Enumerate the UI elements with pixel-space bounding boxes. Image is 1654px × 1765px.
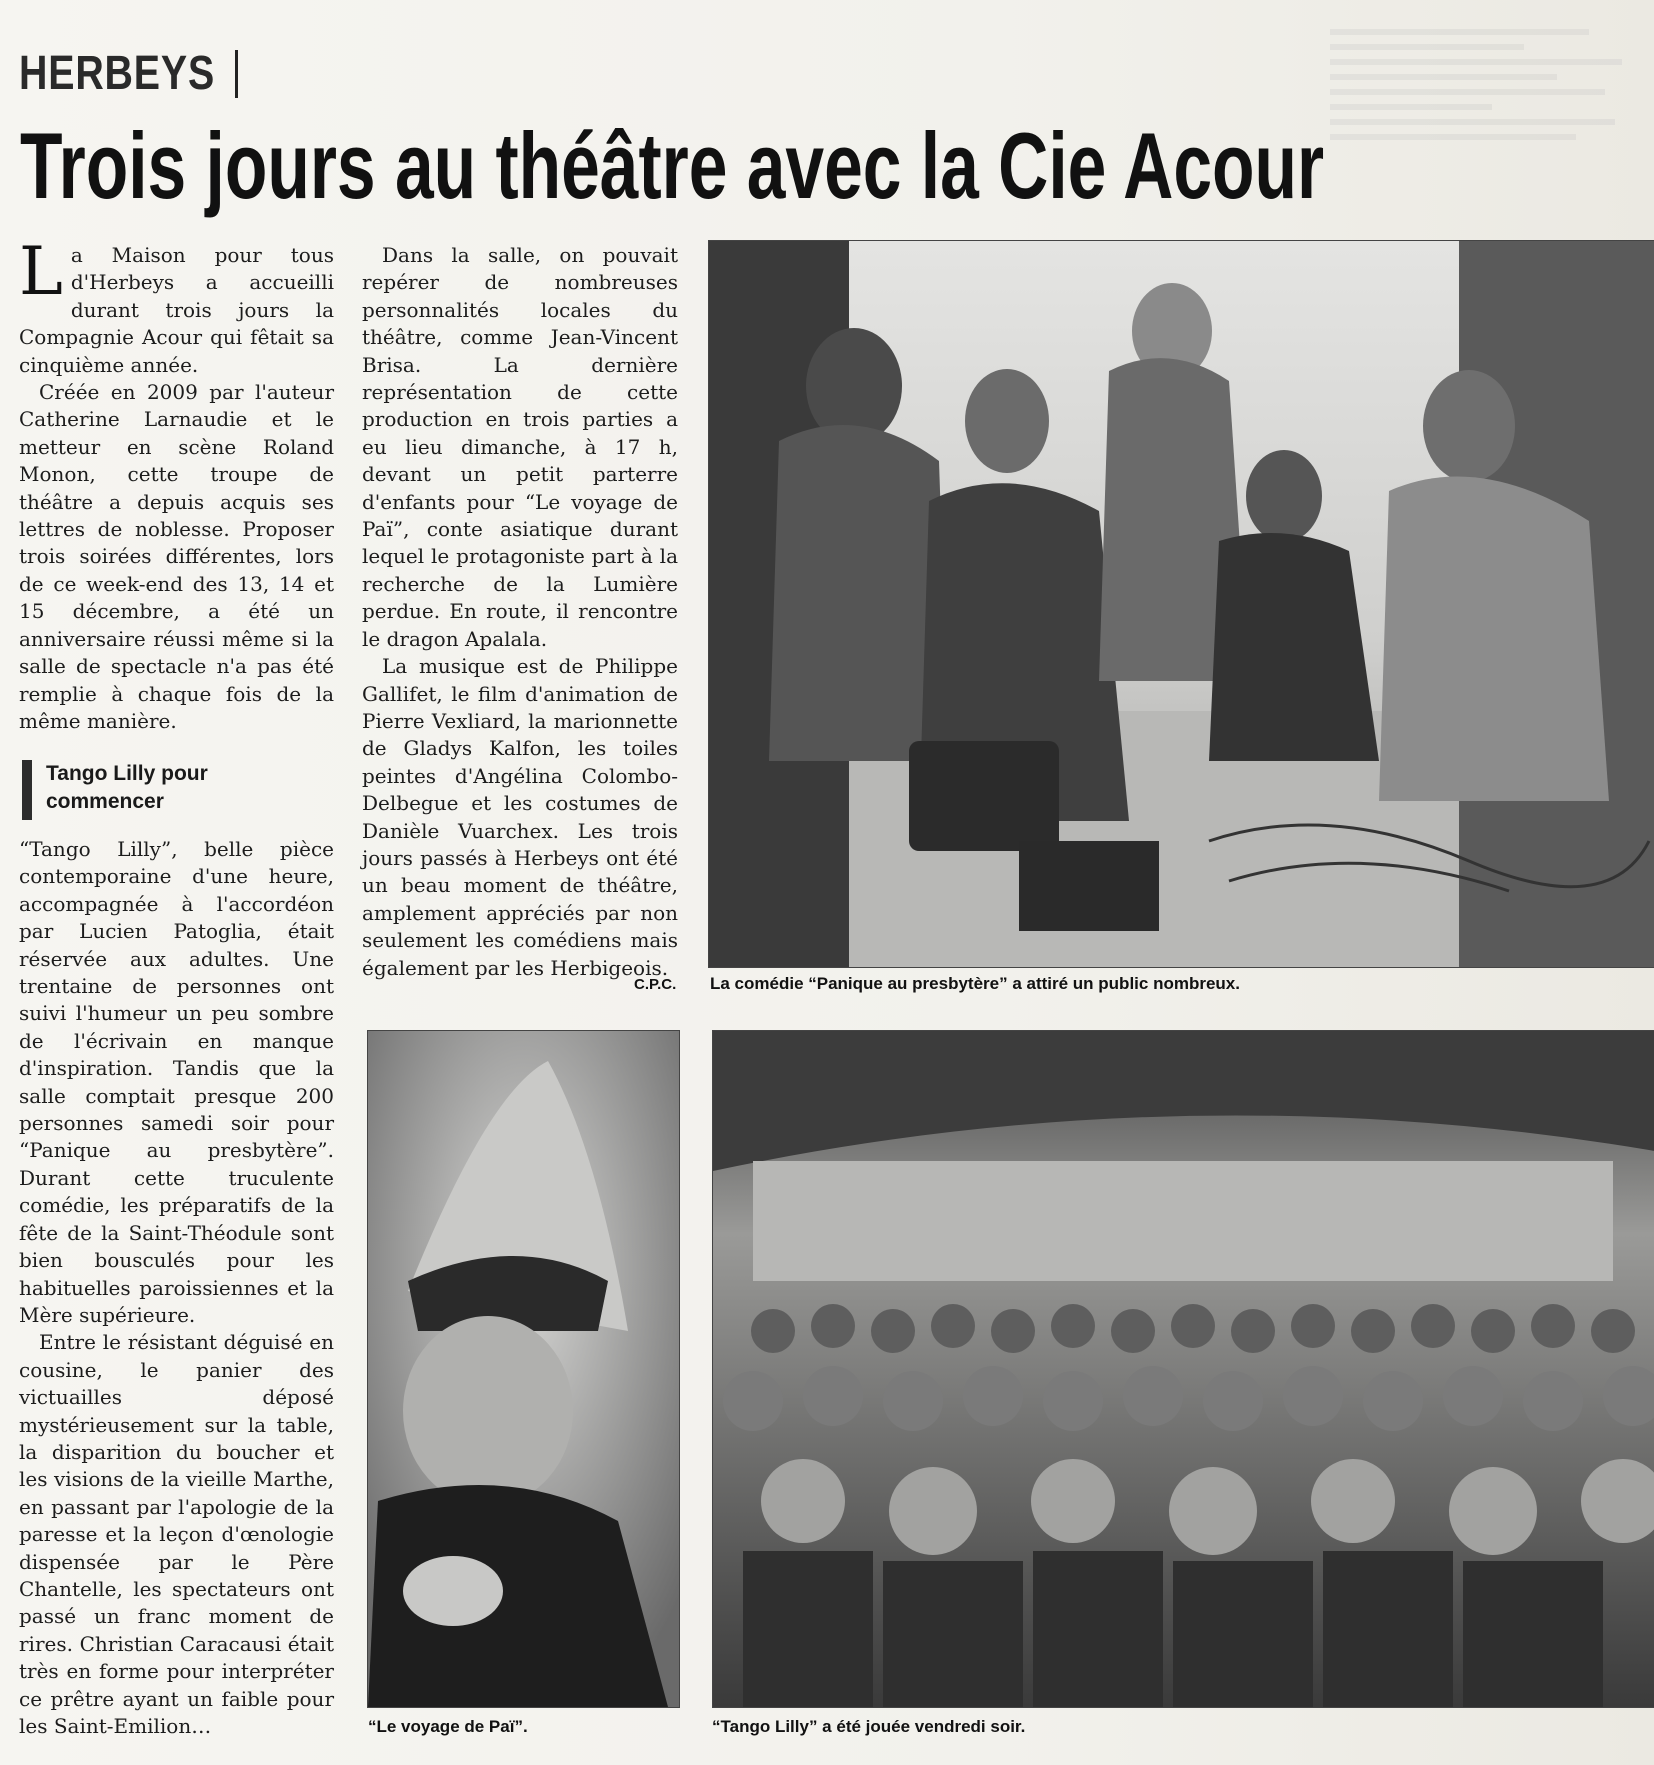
puppet-photo-image [368,1031,679,1707]
photo-stage-rehearsal [708,240,1654,968]
column-2 [362,242,678,982]
body-paragraph: Entre le résistant déguisé en cousine, le panier des victuailles déposé mystérieusement sur la table, la disparition du boucher et les visions de la vieille Marthe, en passant par l'apologie de la paresse et la leçon d'œnologie dispensée par le Père Chantelle, les spectateurs ont passé un franc moment de rires. Christian Caracausi était très en forme pour interpréter ce prêtre ayant un faible pour les Saint-Emilion… [19,1330,334,1738]
column-1-top [19,233,334,735]
body-paragraph: Dans la salle, on pouvait repérer de nombreuses personnalités locales du théâtre, comme Jean-Vincent Brisa. La dernière représentation de cette production en trois parties a eu lieu dimanche, à 17 h, devant un petit parterre d'enfants pour “Le voyage de Paï”, conte asiatique durant lequel le protagoniste part à la recherche de la Lumière perdue. En route, il rencontre le dragon Apalala. [362,243,678,651]
column-1-bottom [19,836,334,1740]
body-paragraph: La musique est de Philippe Gallifet, le film d'animation de Pierre Vexliard, la marionnette de Gladys Kalfon, les toiles peintes d'Angélina Colombo-Delbegue et les costumes de Danièle Vuarchex. Les trois jours passés à Herbeys ont été un beau moment de théâtre, amplement appréciés par non seulement les comédiens mais également par les Herbigeois. [362,654,678,980]
body-paragraph: Créée en 2009 par l'auteur Catherine Larnaudie et le metteur en scène Roland Monon, cette troupe de théâtre a depuis acquis ses lettres de noblesse. Proposer trois soirées différentes, lors de ce week-end des 13, 14 et 15 décembre, a été un anniversaire réussi même si la salle de spectacle n'a pas été remplie à chaque fois de la même manière. [19,380,334,733]
kicker-divider [235,50,238,98]
stage-photo-image [709,241,1654,967]
photo-caption-stage: La comédie “Panique au presbytère” a attiré un public nombreux. [710,974,1240,993]
photo-credit: C.P.C. [634,976,677,993]
photo-puppet [367,1030,680,1708]
section-subhead: Tango Lilly pour commencer [22,760,322,820]
intro-paragraph: La Maison pour tous d'Herbeys a accueilli durant trois jours la Compagnie Acour qui fêtait sa cinquième année. [19,233,334,377]
photo-audience [712,1030,1654,1708]
photo-caption-puppet: “Le voyage de Paï”. [368,1717,528,1736]
article-headline: Trois jours au théâtre avec la Cie Acour [20,113,1325,218]
drop-cap: L [19,233,63,310]
audience-photo-image [713,1031,1654,1707]
body-paragraph: “Tango Lilly”, belle pièce contemporaine d'une heure, accompagnée à l'accordéon par Lucien Patoglia, était réservée aux adultes. Une trentaine de personnes ont suivi l'humeur un peu sombre de l'écrivain en manque d'inspiration. Tandis que la salle comptait presque 200 personnes samedi soir pour “Panique au presbytère”. Durant cette truculente comédie, les préparatifs de la fête de la Saint-Théodule sont bien bousculés pour les habituelles paroissiennes et la Mère supérieure. [19,837,334,1327]
photo-caption-audience: “Tango Lilly” a été jouée vendredi soir. [712,1717,1026,1736]
section-kicker: HERBEYS [19,47,216,100]
